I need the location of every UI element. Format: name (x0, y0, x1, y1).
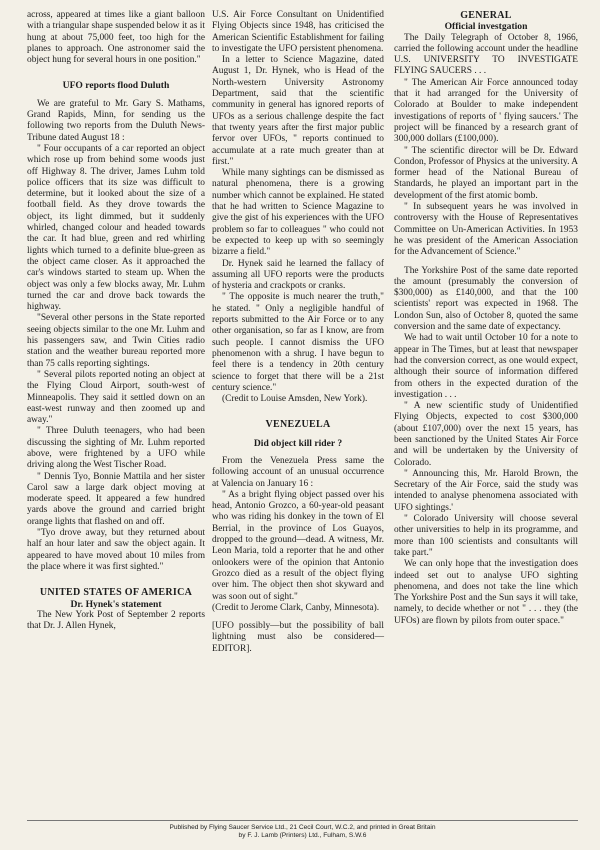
paragraph: While many sightings can be dismissed as natural phenomena, there is a growing number which cannot be explained. He stated that he had written to Science Magazine to give the gist of his experiences with the UFO problem so far to colleagues " who could not be expected to keep up with so seemingly bizarre a field." (212, 168, 384, 258)
paragraph: " Several pilots reported noting an object at the Flying Cloud Airport, south-west of Minneapolis. They said it settled down on an east-west runway and then zoomed up and away." (27, 369, 205, 426)
paragraph: " The opposite is much nearer the truth," he stated. " Only a negligible handful of reports submitted to the Air Force or to any other organisation, so far as I know, are from such people. I cannot dismiss the UFO phenomenon with a shrug. I have begun to feel there is a tendency in 20th century science to forget that there will be a 21st century science." (212, 292, 384, 393)
paragraph: The Yorkshire Post of the same date reported the amount (presumably the conversion of $300,000) as £140,000, and that the 100 scientists' report was expected in 1968. The London Sun, also of October 8, quoted the same conversion and the same date of expectancy. (394, 265, 578, 333)
column-3 (394, 10, 578, 627)
paragraph: We are grateful to Mr. Gary S. Mathams, Grand Rapids, Minn, for sending us the following two reports from the Duluth News-Tribune dated August 18 : (27, 98, 205, 143)
footer-divider (27, 820, 578, 821)
section-venezuela: VENEZUELA (265, 419, 331, 431)
paragraph: Dr. Hynek said he learned the fallacy of assuming all UFO reports were the products of hysteria and crackpots or cranks. (212, 258, 384, 292)
credit: (Credit to Jerome Clark, Canby, Minnesota). (212, 602, 380, 613)
paragraph: The Daily Telegraph of October 8, 1966, carried the following account under the headline U.S. UNIVERSITY TO INVESTIGATE FLYING SAUCERS . . . (394, 32, 578, 77)
paragraph: " Announcing this, Mr. Harold Brown, the Secretary of the Air Force, said the study was intended to analyse phenomena associated with UFO sightings.' (394, 468, 578, 513)
footer-line-1: Published by Flying Saucer Service Ltd., 21 Cecil Court, W.C.2, and printed in Great Britain (169, 824, 436, 831)
heading-official-investigation: Official investgation (444, 21, 528, 33)
editor-note: [UFO possibly—but the possibility of ball lightning must also be considered—EDITOR]. (212, 621, 384, 654)
column-2 (212, 10, 384, 655)
heading-did-object-kill-rider: Did object kill rider ? (253, 437, 343, 449)
paragraph: "Several other persons in the State reported seeing objects similar to the one Mr. Luhm and his passengers saw, and Twin Cities radio station and the weather bureau reported more than 75 calls reporting sightings. (27, 313, 205, 369)
paragraph: " Four occupants of a car reported an object which rose up from behind some woods just off Highway 8. The driver, James Luhm told police officers that its size was difficult to determine, but it looked about the size of a football field. As they drove towards the object, its light dimmed, but it suddenly whirled, changed colour and headed towards the car. It had blue, green and red whirling lights which turned to a definite blue-green as the object came closer. As it approached the car's windows started to steam up. When the object was only a few blocks away, Mr. Luhm turned the car and drove back towards the highway. (27, 143, 205, 313)
section-general: GENERAL (460, 10, 512, 21)
paragraph: We had to wait until October 10 for a note to appear in The Times, but at least that newspaper had the conversion correct, as one would expect, although their source of information differed from others in the expected duration of the investigation . . . (394, 333, 578, 400)
column-1 (27, 10, 205, 632)
continued-paragraph: U.S. Air Force Consultant on Unidentified Flying Objects since 1948, has criticised the American Scientific Establishment for failing to investigate the UFO persistent phenomena. (212, 10, 384, 54)
footer-line-2: by F. J. Lamb (Printers) Ltd., Fulham, S.W.6 (238, 832, 367, 839)
paragraph: " In subsequent years he was involved in controversy with the House of Representatives Committee on Un-American Activities. In 1953 he was president of the American Association for the Advancement of Science." (394, 202, 578, 258)
heading-hynek-statement: Dr. Hynek's statement (70, 598, 162, 610)
continued-paragraph: across, appeared at times like a giant balloon with a triangular shape suspended below it as it hung at about 75,000 feet, too high for the planes to approach. One astronomer said the object hung for several hours in one position." (27, 10, 205, 66)
paragraph: " Dennis Tyo, Bonnie Mattila and her sister Carol saw a large dark object moving at moderate speed. It appeared a few hundred yards above the ground and carried bright orange lights that flashed on and off. (27, 471, 205, 527)
paragraph: "Tyo drove away, but they returned about half an hour later and saw the object again. It appeared to have moved about 10 miles from the place where it was first sighted." (27, 528, 205, 572)
paragraph: " As a bright flying object passed over his head, Antonio Grozco, a 60-year-old peasant who was riding his donkey in the town of El Berrial, in the province of Los Guayos, dropped to the ground—dead. A witness, Mr. Leon Maria, told a reporter that he and other onlookers were of the opinion that Antonio Grozco died as a result of the object flying over him. The object then shot skyward and was soon out of sight." (212, 489, 384, 602)
heading-ufo-reports-duluth: UFO reports flood Duluth (62, 80, 170, 92)
paragraph: " Colorado University will choose several other universities to help in its programme, and more than 100 scientists and consultants will take part." (394, 514, 578, 558)
paragraph: " Three Duluth teenagers, who had been discussing the sighting of Mr. Luhm reported above, were frightened by a UFO while driving along the West Tischer Road. (27, 426, 205, 471)
paragraph: We can only hope that the investigation does indeed set out to analyse UFO sighting phenomena, and does not take the line which The Yorkshire Post and the Sun says it will take, namely, to decide whether or not " . . . they (the UFOs) are flown by pilots from outer space." (394, 559, 578, 626)
section-united-states: UNITED STATES OF AMERICA (39, 587, 193, 599)
paragraph: " A new scientific study of Unidentified Flying Objects, expected to cost $300,000 (about £107,000) over the next 15 years, has been sanctioned by the United States Air Force and will be undertaken by the University of Colorado. (394, 401, 578, 468)
credit: (Credit to Louise Amsden, New York). (222, 394, 368, 405)
paragraph: In a letter to Science Magazine, dated August 1, Dr. Hynek, who is Head of the North-western University Astronomy Department, said that the scientific community in general has ignored reports of UFOs as a serious challenge despite the fact that twenty years after the first major public fervor over UFOs, " reports continued to accumulate at a rate much greater than at first." (212, 55, 384, 167)
paragraph: From the Venezuela Press same the following account of an unusual occurrence at Valencia on January 16 : (212, 455, 384, 489)
paragraph: " The scientific director will be Dr. Edward Condon, Professor of Physics at the university. A former head of the National Bureau of Standards, he played an important part in the development of the first atomic bomb. (394, 145, 579, 201)
paragraph: " The American Air Force announced today that it had arranged for the University of Colorado at Boulder to make independent investigations of reports of ' flying saucers.' The project will be financed by a research grant of 300,000 dollars (£100,000). (394, 77, 578, 145)
paragraph: The New York Post of September 2 reports that Dr. J. Allen Hynek, (27, 609, 205, 632)
publisher-footer (27, 824, 578, 840)
